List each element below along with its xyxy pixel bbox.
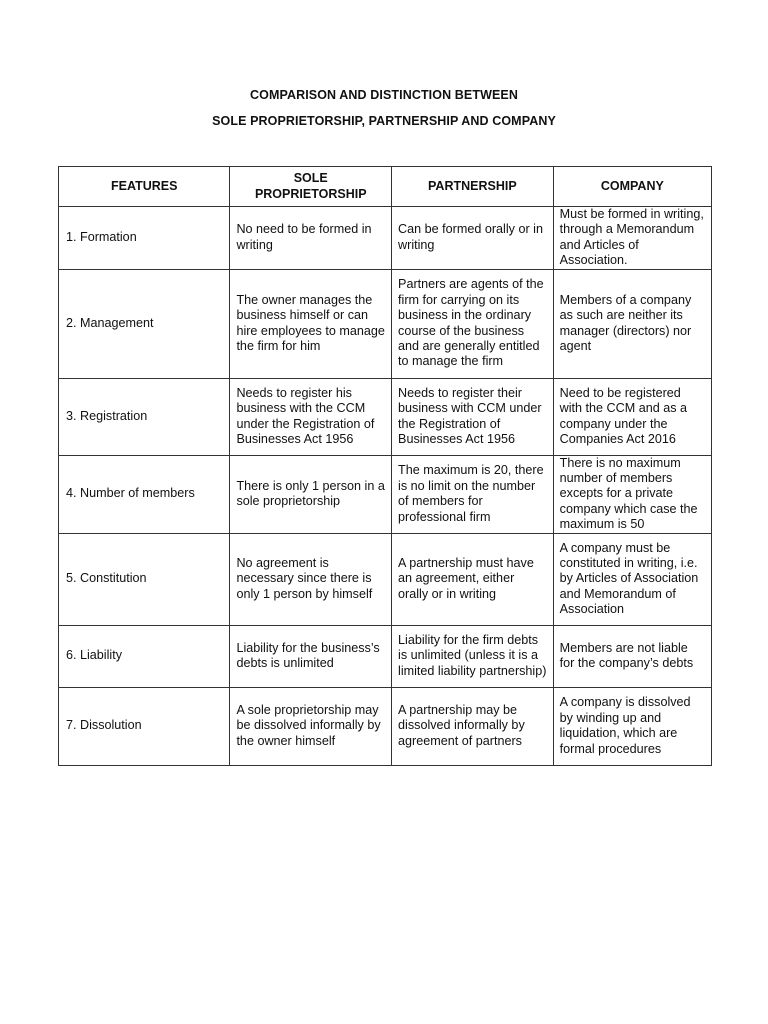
- partnership-cell: Can be formed orally or in writing: [392, 207, 554, 270]
- table-row-liability: [59, 625, 712, 687]
- sole-cell: No agreement is necessary since there is only 1 person by himself: [230, 533, 392, 625]
- company-cell: Need to be registered with the CCM and as a company under the Companies Act 2016: [553, 378, 711, 455]
- document-title-line-1: COMPARISON AND DISTINCTION BETWEEN: [250, 88, 518, 102]
- sole-cell: Liability for the business’s debts is unlimited: [230, 625, 392, 687]
- partnership-cell: Liability for the firm debts is unlimited (unless it is a limited liability partnership): [392, 625, 554, 687]
- sole-cell: A sole proprietorship may be dissolved informally by the owner himself: [230, 687, 392, 765]
- company-cell: Members of a company as such are neither its manager (directors) nor agent: [553, 269, 711, 378]
- header-company: COMPANY: [553, 167, 711, 207]
- company-cell: Must be formed in writing, through a Memorandum and Articles of Association.: [553, 207, 711, 270]
- feature-cell: 6. Liability: [59, 625, 230, 687]
- table-row-number-of-members: [59, 455, 712, 533]
- feature-cell: 5. Constitution: [59, 533, 230, 625]
- company-cell: There is no maximum number of members excepts for a private company which case the maximum is 50: [553, 455, 711, 533]
- feature-cell: 3. Registration: [59, 378, 230, 455]
- company-cell: Members are not liable for the company’s debts: [553, 625, 711, 687]
- feature-cell: 7. Dissolution: [59, 687, 230, 765]
- sole-cell: No need to be formed in writing: [230, 207, 392, 270]
- company-cell: A company is dissolved by winding up and liquidation, which are formal procedures: [553, 687, 711, 765]
- partnership-cell: A partnership must have an agreement, either orally or in writing: [392, 533, 554, 625]
- table-header-row: [59, 167, 712, 207]
- header-partnership: PARTNERSHIP: [392, 167, 554, 207]
- feature-cell: 2. Management: [59, 269, 230, 378]
- sole-cell: Needs to register his business with the CCM under the Registration of Businesses Act 1956: [230, 378, 392, 455]
- comparison-table: [58, 166, 712, 766]
- partnership-cell: The maximum is 20, there is no limit on the number of members for professional firm: [392, 455, 554, 533]
- partnership-cell: A partnership may be dissolved informally by agreement of partners: [392, 687, 554, 765]
- table-row-management: [59, 269, 712, 378]
- company-cell: A company must be constituted in writing, i.e. by Articles of Association and Memorandum of Association: [553, 533, 711, 625]
- partnership-cell: Needs to register their business with CCM under the Registration of Businesses Act 1956: [392, 378, 554, 455]
- table-row-registration: [59, 378, 712, 455]
- table-row-dissolution: [59, 687, 712, 765]
- feature-cell: 4. Number of members: [59, 455, 230, 533]
- sole-cell: There is only 1 person in a sole proprietorship: [230, 455, 392, 533]
- feature-cell: 1. Formation: [59, 207, 230, 270]
- table-row-constitution: [59, 533, 712, 625]
- table-row-formation: [59, 207, 712, 270]
- header-sole-proprietorship: SOLE PROPRIETORSHIP: [230, 167, 392, 207]
- sole-cell: The owner manages the business himself or can hire employees to manage the firm for him: [230, 269, 392, 378]
- partnership-cell: Partners are agents of the firm for carrying on its business in the ordinary course of the business and are generally entitled to manage the firm: [392, 269, 554, 378]
- document-title-line-2: SOLE PROPRIETORSHIP, PARTNERSHIP AND COMPANY: [212, 114, 556, 128]
- header-features: FEATURES: [59, 167, 230, 207]
